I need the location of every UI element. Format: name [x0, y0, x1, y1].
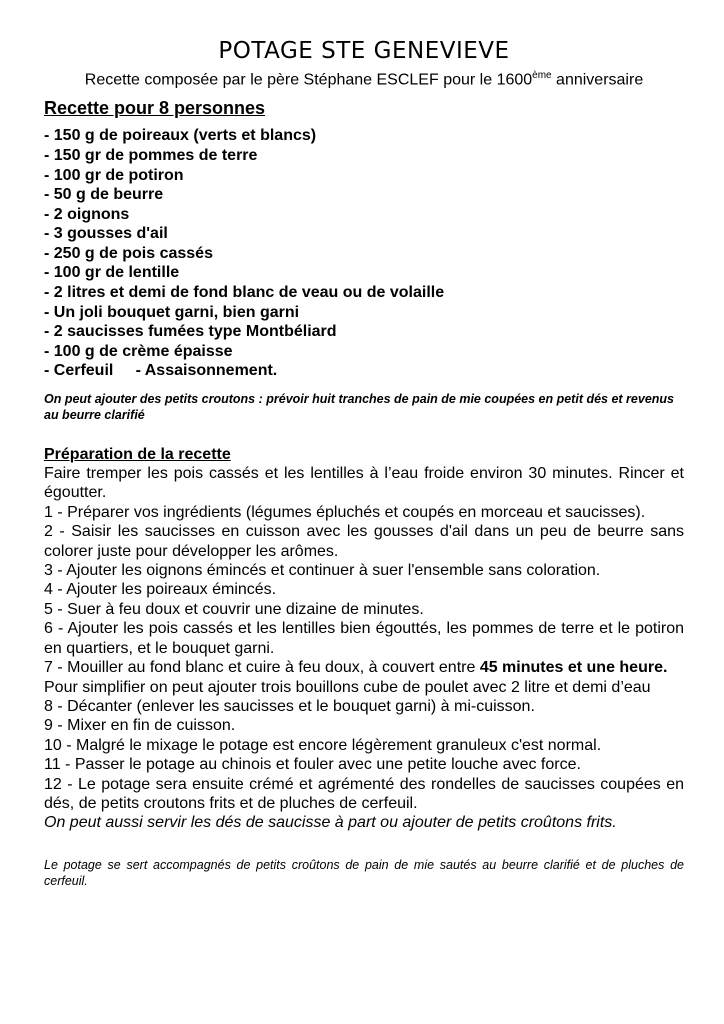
serving-alternative: On peut aussi servir les dés de saucisse à part ou ajouter de petits croûtons frits. [44, 814, 617, 832]
ingredient-item: - 2 litres et demi de fond blanc de veau ou de volaille [44, 284, 445, 302]
recipe-page [44, 36, 684, 889]
ingredient-item: - 2 oignons [44, 205, 130, 223]
step-5: 5 - Suer à feu doux et couvrir une dizaine de minutes. [44, 600, 424, 618]
ingredients-list [44, 126, 684, 381]
subtitle-superscript: ème [532, 70, 552, 81]
subtitle-end: anniversaire [551, 71, 644, 89]
step-7 [44, 658, 684, 677]
step-1: 1 - Préparer vos ingrédients (légumes épluchés et coupés en morceau et saucisses). [44, 503, 646, 521]
ingredient-item: - 250 g de pois cassés [44, 244, 213, 262]
ingredient-item: - Un joli bouquet garni, bien garni [44, 303, 300, 321]
simplify-tip: Pour simplifier on peut ajouter trois bouillons cube de poulet avec 2 litre et demi d’eau [44, 678, 651, 696]
step-4: 4 - Ajouter les poireaux émincés. [44, 581, 277, 599]
subtitle-text: Recette composée par le père Stéphane ESCLEF pour le 1600 [84, 71, 533, 89]
step-7-text: 7 - Mouiller au fond blanc et cuire à feu doux, à couvert entre [44, 659, 480, 677]
step-9: 9 - Mixer en fin de cuisson. [44, 717, 236, 735]
ingredient-item: - 100 gr de potiron [44, 166, 184, 184]
subtitle [44, 66, 684, 90]
croutons-note: On peut ajouter des petits croutons : prévoir huit tranches de pain de mie coupées en petit dés et revenus au beurre clarifié [44, 392, 674, 423]
serving-note: Le potage se sert accompagnés de petits croûtons de pain de mie sautés au beurre clarifié et de pluches de cerfeuil. [44, 857, 684, 888]
step-10: 10 - Malgré le mixage le potage est encore légèrement granuleux c'est normal. [44, 736, 602, 754]
ingredient-item: - 3 gousses d'ail [44, 225, 168, 243]
ingredient-item: - 2 saucisses fumées type Montbéliard [44, 323, 337, 341]
ingredient-item: - 100 g de crème épaisse [44, 342, 233, 360]
step-3: 3 - Ajouter les oignons émincés et continuer à suer l'ensemble sans coloration. [44, 562, 601, 580]
step-12: 12 - Le potage sera ensuite crémé et agrémenté des rondelles de saucisses coupées en dés, de petits croutons frits et de pluches de cerfeuil. [44, 775, 684, 812]
step-2: 2 - Saisir les saucisses en cuisson avec les gousses d'ail dans un peu de beurre sans colorer juste pour développer les arômes. [44, 523, 684, 560]
ingredient-item: - Cerfeuil - Assaisonnement. [44, 362, 278, 380]
servings-heading: Recette pour 8 personnes [44, 98, 266, 119]
page-title: POTAGE STE GENEVIEVE [218, 38, 510, 64]
ingredient-item: - 150 gr de pommes de terre [44, 146, 258, 164]
ingredient-item: - 50 g de beurre [44, 186, 164, 204]
ingredient-item: - 150 g de poireaux (verts et blancs) [44, 127, 317, 145]
preparation-heading: Préparation de la recette [44, 446, 231, 464]
ingredient-item: - 100 gr de lentille [44, 264, 180, 282]
preparation-intro: Faire tremper les pois cassés et les lentilles à l’eau froide environ 30 minutes. Rincer et égoutter. [44, 465, 684, 502]
step-11: 11 - Passer le potage au chinois et fouler avec une petite louche avec force. [44, 756, 581, 774]
step-8: 8 - Décanter (enlever les saucisses et le bouquet garni) à mi-cuisson. [44, 697, 535, 715]
step-7-duration: 45 minutes et une heure. [479, 659, 668, 677]
step-6: 6 - Ajouter les pois cassés et les lentilles bien égouttés, les pommes de terre et le potiron en quartiers, et le bouquet garni. [44, 620, 684, 657]
